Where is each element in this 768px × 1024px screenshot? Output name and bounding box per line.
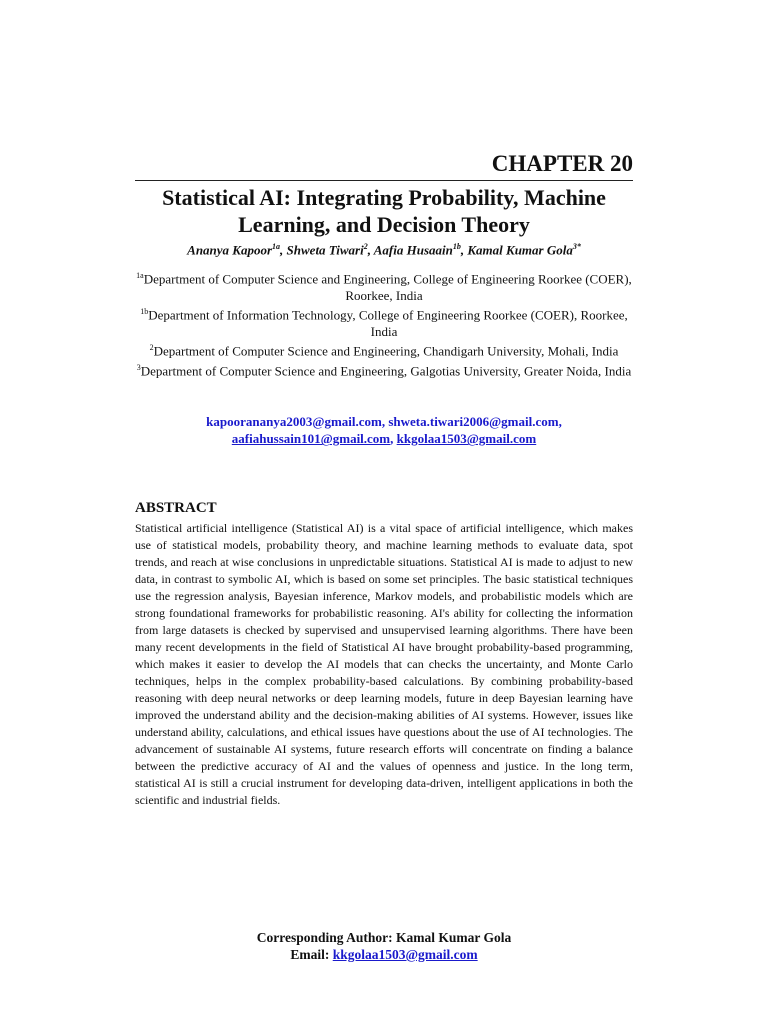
abstract-body: Statistical artificial intelligence (Statistical AI) is a vital space of artificial intelligence, which makes use of statistical models, probability theory, and machine learning methods to evaluate data, spot trends, and reach at wise conclusions in unpredictable situations. Statistical AI is made to adjust to new data, in contrast to symbolic AI, which is based on some set principles. The basic statistical techniques use the regression analysis, Bayesian inference, Markov models, and probabilistic models which are strong foundational frameworks for probabilistic reasoning. AI's ability for collecting the information from large datasets is checked by supervised and unsupervised learning algorithms. There have been many recent developments in the field of Statistical AI have brought probability-based programming, which makes it easier to develop the AI models that can checks the uncertainty, and Monte Carlo techniques, helps in the complex probability-based calculations. By combining probability-based reasoning with deep neural networks or deep learning models, future in deep Bayesian learning have improved the understand ability and the decision-making abilities of AI systems. However, issues like understand ability, calculations, and ethical issues have questions about the use of AI technologies. The advancement of sustainable AI systems, future research efforts will concentrate on finding a balance between the predictive accuracy of AI and the values of openness and justice. In the long term, statistical AI is still a crucial instrument for developing data-driven, intelligent applications in both the scientific and industrial fields. (135, 521, 633, 807)
author-name: Ananya Kapoor (187, 242, 273, 258)
title-line-2: Learning, and Decision Theory (238, 212, 530, 237)
email-label: Email: (290, 947, 333, 962)
author-affiliation-mark: 3* (572, 242, 581, 251)
author-affiliation-mark: 1b (452, 242, 461, 251)
affiliation-mark: 1b (140, 307, 149, 317)
title-line-1: Statistical AI: Integrating Probability, Machine (162, 185, 606, 210)
author-name: Shweta Tiwari (286, 242, 364, 258)
affiliation-text: Department of Computer Science and Engineering, College of Engineering Roorkee (COER), Roorkee, India (143, 271, 632, 303)
author-affiliation-mark: 2 (363, 242, 368, 251)
corresponding-email-link[interactable]: kkgolaa1503@gmail.com (332, 947, 478, 962)
author-emails (135, 413, 633, 447)
affiliation-mark: 1a (136, 271, 144, 281)
affiliation-text: Department of Computer Science and Engineering, Chandigarh University, Mohali, India (153, 343, 619, 359)
affiliation-item (135, 340, 633, 360)
corresponding-author-label: Corresponding Author: Kamal Kumar Gola (256, 930, 512, 945)
affiliation-text: Department of Information Technology, College of Engineering Roorkee (COER), Roorkee, India (148, 307, 628, 339)
email-separator: , (390, 431, 397, 447)
email-link-kamal[interactable]: kkgolaa1503@gmail.com (396, 431, 537, 447)
affiliation-item (135, 304, 633, 340)
paper-page (135, 150, 633, 809)
email-line-1[interactable]: kapoorananya2003@gmail.com, shweta.tiwari2006@gmail.com, (206, 414, 562, 430)
chapter-heading: CHAPTER 20 (135, 150, 633, 181)
author-list: Ananya Kapoor$^{1a}$, Shweta Tiwari$^2$, Aafia Husaain$^{1b}$, Kamal Kumar Gola$^{3*}$ (187, 242, 581, 258)
corresponding-author-block (135, 929, 633, 963)
affiliation-mark: 2 (149, 343, 154, 353)
email-link-aafia[interactable]: aafiahussain101@gmail.com (231, 431, 391, 447)
affiliation-list (135, 268, 633, 379)
paper-title (135, 184, 633, 238)
affiliation-item (135, 360, 633, 380)
affiliation-text: Department of Computer Science and Engineering, Galgotias University, Greater Noida, India (140, 363, 632, 379)
affiliation-item (135, 268, 633, 304)
author-affiliation-mark: 1a (272, 242, 281, 251)
corresponding-email-line (135, 946, 633, 963)
author-name: Kamal Kumar Gola (467, 242, 573, 258)
affiliation-mark: 3 (136, 362, 141, 372)
email-line-2 (135, 430, 633, 447)
abstract-heading: ABSTRACT (135, 500, 217, 517)
author-name: Aafia Husaain (373, 242, 453, 258)
